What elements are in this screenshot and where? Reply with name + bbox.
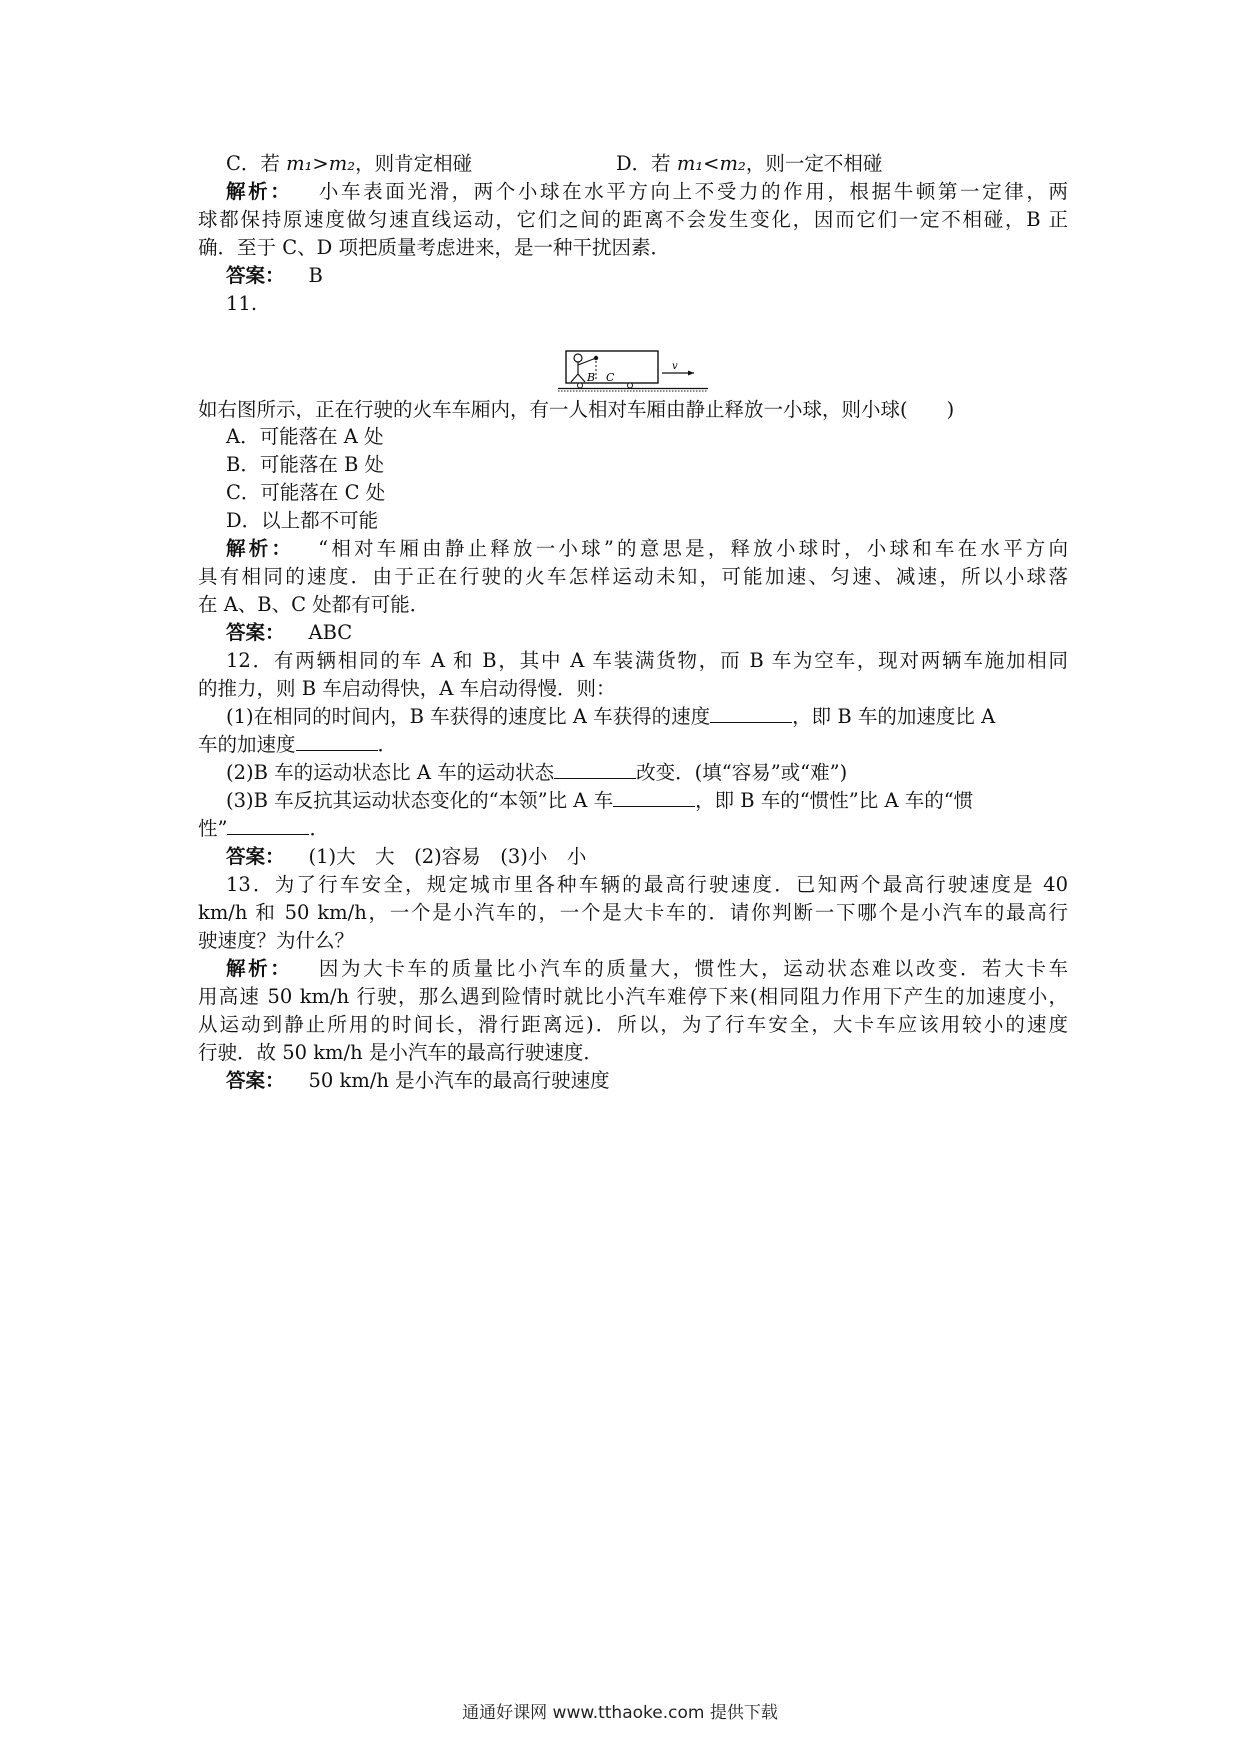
person-head — [574, 354, 582, 362]
q13-analysis-line-2: 用高速 50 km/h 行驶，那么遇到险情时就比小汽车难停下来(相同阻力作用下产生的加速度小， — [198, 985, 1068, 1008]
q12-part-2: (2)B 车的运动状态比 A 车的运动状态 改变．(填“容易”或“难”) — [226, 761, 848, 784]
blank-4 — [613, 788, 695, 807]
q11-analysis-line-1: 解析： “相对车厢由静止释放一小球”的意思是，释放小球时，小球和车在水平方向 — [226, 537, 1068, 560]
q10-analysis-line-1: 解析： 小车表面光滑，两个小球在水平方向上不受力的作用，根据牛顿第一定律，两 — [226, 180, 1068, 203]
q13-analysis-line-3: 从运动到静止所用的时间长，滑行距离远)．所以，为了行车安全，大卡车应该用较小的速度 — [198, 1013, 1068, 1036]
wheel-left — [578, 383, 583, 388]
q10-option-c: C．若 m₁>m₂，则肯定相碰 — [226, 152, 473, 175]
q10-analysis-line-3: 确．至于 C、D 项把质量考虑进来，是一种干扰因素． — [198, 236, 670, 259]
q12-stem-line-2: 的推力，则 B 车启动得快，A 车启动得慢．则： — [198, 677, 616, 700]
ball — [594, 356, 598, 360]
q12-stem-line-1: 12．有两辆相同的车 A 和 B，其中 A 车装满货物，而 B 车为空车，现对两辆车施加相同 — [226, 649, 1068, 672]
q13-stem-line-1: 13．为了行车安全，规定城市里各种车辆的最高行驶速度．已知两个最高行驶速度是 40 — [226, 873, 1068, 896]
person-leg-left — [571, 374, 578, 382]
train-car-figure — [558, 350, 708, 392]
q13-answer: 答案： 50 km/h 是小汽车的最高行驶速度 — [226, 1069, 610, 1092]
label-c: C — [606, 371, 615, 384]
q11-answer: 答案： ABC — [226, 621, 353, 644]
q13-analysis-line-4: 行驶．故 50 km/h 是小汽车的最高行驶速度． — [198, 1041, 603, 1064]
q12-answer: 答案： (1)大 大 (2)容易 (3)小 小 — [226, 845, 587, 868]
q12-part-1-line-1: (1)在相同的时间内，B 车获得的速度比 A 车获得的速度 ，即 B 车的加速度比 A — [226, 705, 996, 728]
q10-answer: 答案： B — [226, 264, 323, 287]
q11-number: 11. — [226, 292, 258, 315]
q11-option-b: B．可能落在 B 处 — [226, 453, 385, 476]
q13-stem-line-3: 驶速度？为什么？ — [198, 929, 355, 952]
q12-part-1-line-2: 车的加速度 ． — [198, 733, 398, 756]
blank-2 — [296, 732, 378, 751]
q11-analysis-line-3: 在 A、B、C 处都有可能． — [198, 593, 430, 616]
q10-analysis-line-2: 球都保持原速度做匀速直线运动，它们之间的距离不会发生变化，因而它们一定不相碰，B 正 — [198, 208, 1068, 231]
label-v: v — [672, 361, 678, 372]
velocity-arrow-head — [688, 371, 694, 376]
blank-5 — [227, 816, 309, 835]
q11-stem: 如右图所示，正在行驶的火车车厢内，有一人相对车厢由静止释放一小球，则小球( ) — [198, 398, 955, 421]
q12-part-3-line-2: 性” ． — [198, 817, 329, 840]
q11-option-c: C．可能落在 C 处 — [226, 481, 386, 504]
person-leg-right — [578, 374, 585, 382]
q11-option-d: D．以上都不可能 — [226, 509, 379, 532]
blank-1 — [710, 704, 792, 723]
blank-3 — [554, 760, 636, 779]
q12-part-3-line-1: (3)B 车反抗其运动状态变化的“本领”比 A 车 ，即 B 车的“惯性”比 A 车的“惯 — [226, 789, 974, 812]
q13-stem-line-2: km/h 和 50 km/h，一个是小汽车的，一个是大卡车的．请你判断一下哪个是小汽车的最高行 — [198, 901, 1068, 924]
q11-analysis-line-2: 具有相同的速度．由于正在行驶的火车怎样运动未知，可能加速、匀速、减速，所以小球落 — [198, 565, 1068, 588]
q13-analysis-line-1: 解析： 因为大卡车的质量比小汽车的质量大，惯性大，运动状态难以改变．若大卡车 — [226, 957, 1068, 980]
q10-option-d: D．若 m₁<m₂，则一定不相碰 — [616, 152, 883, 175]
wheel-right — [628, 383, 633, 388]
page-footer: 通通好课网 www.tthaoke.com 提供下载 — [462, 1703, 778, 1723]
label-b: B — [587, 371, 596, 384]
q11-option-a: A．可能落在 A 处 — [226, 425, 384, 448]
q10-options-cd — [226, 150, 1096, 178]
